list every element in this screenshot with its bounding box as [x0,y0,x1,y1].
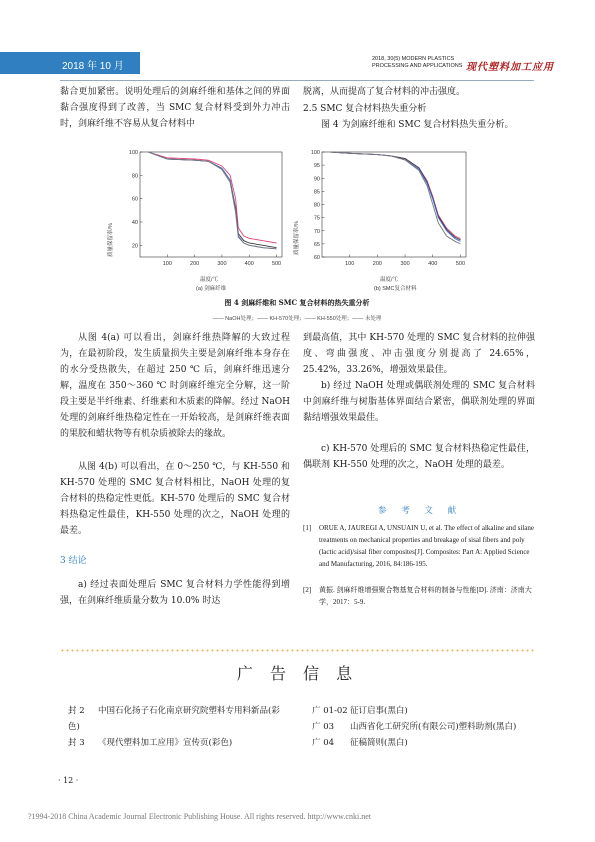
journal-info [372,56,462,70]
figure-4a [118,148,288,273]
right-paragraph-results: 到最高值，其中 KH-570 处理的 SMC 复合材料的拉伸强度、弯曲强度、冲击强度分别提高了 24.65%，25.42%，33.26%，增强效果最佳。 [303,333,535,375]
ad-item-cover2 [68,703,288,735]
fig4a-xlabel: 温度/℃ [200,277,219,283]
ad-item-ad04 [312,735,542,751]
fig4b-series-line-3 [330,152,460,244]
fig4b-ytick-label: 70 [313,228,320,235]
fig4a-series-line-2 [148,152,276,249]
ads-title: 广 告 信 息 [236,664,359,683]
conclusion-a: a) 经过表面处理后 SMC 复合材料力学性能得到增强，在剑麻纤维质量分数为 10.0% 时达 [60,580,290,606]
fig4b-caption: (b) SMC复合材料 [374,286,417,292]
fig4a-series-line-1 [148,152,276,248]
fig4b-xtick-label: 400 [428,261,438,267]
fig4b-xtick-label: 300 [400,261,410,267]
fig4a-xtick-label: 300 [217,261,227,267]
fig4a-ytick-label: 40 [131,220,138,226]
header-rule [60,80,534,81]
figure-legend: —— NaOH处理；—— KH-570处理；—— KH-550处理；—— 未处理 [212,316,382,322]
reference-1 [303,522,535,570]
fig4b-ytick-label: 75 [313,215,320,222]
left-paragraph-fig4a: 从图 4(a) 可以看出，剑麻纤维热降解的大致过程为，在最初阶段，发生质量损失主要是剑麻纤维本身存在的水分受热散失，在超过 250 ℃ 后，剑麻纤维迅速分解，温度在 350～360 ℃ 时剑麻纤维完全分解，这一阶段主要是半纤维素、纤维素和木质素的降解。经过 NaOH 处理的剑麻纤维热稳定性在一开始较高，是剑麻纤维表面的果胶和蜡状物等有机杂质被除去的缘故。 [60,333,290,439]
reference-1-number: [1] [303,524,312,532]
ad-value: 《现代塑料加工应用》宣传页(彩色) [98,738,233,748]
fig4b-ytick-label: 100 [310,150,320,156]
fig4b-xtick-label: 200 [372,261,382,267]
issue-date-tab [0,52,140,74]
fig4a-plot-frame [140,152,282,257]
ad-item-ad03 [312,719,542,735]
dotted-divider [60,649,534,652]
references-heading: 参 考 文 献 [378,506,463,516]
section-2-5-title: 2.5 SMC 复合材料热失重分析 [303,104,427,114]
page-number: · 12 · [58,776,79,785]
fig4b-xtick-label: 100 [345,261,355,267]
issue-date: 2018 年 10 月 [62,61,124,72]
tga-chart-smc [300,148,472,273]
fig4a-series-line-3 [148,152,276,249]
left-top-paragraph: 黏合更加紧密。说明处理后的剑麻纤维和基体之间的界面黏合强度得到了改善，当 SMC 复合材料受到外力冲击时，剑麻纤维不容易从复合材料中 [60,87,290,129]
fig4a-ytick-label: 20 [131,243,138,250]
conclusion-b: b) 经过 NaOH 处理或偶联剂处理的 SMC 复合材料中剑麻纤维与树脂基体界面结合紧密，偶联剂处理的界面黏结增强效果最佳。 [303,381,535,423]
fig4a-ytick-label: 60 [131,196,138,203]
fig4a-series-line-0 [148,152,276,243]
journal-line-1: 2018, 30(5) MODERN PLASTICS [372,56,455,62]
journal-logo: 现代塑料加工应用 [466,62,554,73]
fig4b-ytick-label: 80 [313,202,320,209]
reference-1-text: ORUE A, JAUREGI A, UNSUAIN U, et al. The effect of alkaline and silane treatments on mechanical properties and breakage of sisal fibers and poly (lactic acid)/sisal fiber composites[J]. Composites: Part A: Applied Science and Manufacturing, 2016, 84:186-195. [319,524,534,568]
fig4a-ytick-label: 100 [128,150,138,156]
fig4b-ytick-label: 90 [313,176,320,183]
fig4b-xlabel: 温度/℃ [380,277,399,283]
conclusion-c: c) KH-570 处理后的 SMC 复合材料热稳定性最佳，偶联剂 KH-550 处理的次之，NaOH 处理的最差。 [303,444,535,470]
reference-2-text: 黄振. 剑麻纤维增强聚合物基复合材料的制备与性能[D]. 济南：济南大学，2017：5-9. [319,586,532,606]
right-top-paragraph: 脱离，从而提高了复合材料的冲击强度。 [303,87,466,97]
figure-4b [300,148,472,273]
reference-2-number: [2] [303,586,312,594]
fig4b-xtick-label: 500 [455,261,466,267]
left-paragraph-fig4b: 从图 4(b) 可以看出，在 0～250 ℃，与 KH-550 和 KH-570 处理的 SMC 复合材料相比，NaOH 处理的复合材料的热稳定性更低。KH-570 处理后的 SMC 复合材料热稳定性最佳，KH-550 处理的次之，NaOH 处理的最差。 [60,462,290,536]
figure-caption: 图 4 剑麻纤维和 SMC 复合材料的热失重分析 [224,298,370,307]
fig4-intro: 图 4 为剑麻纤维和 SMC 复合材料热失重分析。 [321,120,514,130]
fig4b-plot-frame [322,152,466,257]
fig4b-ytick-label: 65 [313,241,320,248]
ad-value: 山西省化工研究所(有限公司)塑料助剂(黑白) [350,722,517,732]
ad-value: 征订启事(黑白) [350,706,408,716]
fig4a-caption: (a) 剑麻纤维 [196,286,227,292]
ad-key: 广 04 [312,738,335,748]
section-3-title: 3 结论 [60,556,87,566]
ad-key: 广 01-02 [312,706,348,716]
fig4a-xtick-label: 400 [244,261,254,267]
fig4a-xtick-label: 200 [190,261,200,267]
fig4b-ylabel: 质量保留率/% [294,221,300,255]
fig4b-series-line-0 [330,152,460,239]
journal-line-2: PROCESSING AND APPLICATIONS [372,63,463,69]
fig4b-ytick-label: 95 [313,163,320,170]
fig4a-ylabel: 质量保留率/% [108,223,114,257]
ad-key: 广 03 [312,722,335,732]
copyright-footer: ?1994-2018 China Academic Journal Electronic Publishing House. All rights reserved. http://www.cnki.net [28,812,371,821]
tga-chart-sisal [118,148,288,273]
fig4a-xtick-label: 100 [162,261,172,267]
ad-value: 征稿简则(黑白) [350,738,408,748]
fig4a-ytick-label: 80 [131,173,138,180]
ad-key: 封 2 [68,706,85,716]
reference-2 [303,584,535,608]
ad-item-ad01 [312,703,542,719]
fig4a-xtick-label: 500 [271,261,282,267]
fig4b-ytick-label: 85 [313,189,320,196]
fig4b-ytick-label: 60 [313,255,320,261]
ad-item-cover3 [68,735,288,751]
ad-value: 中国石化扬子石化南京研究院塑料专用料新品(彩色) [68,706,280,732]
ad-key: 封 3 [68,738,85,748]
